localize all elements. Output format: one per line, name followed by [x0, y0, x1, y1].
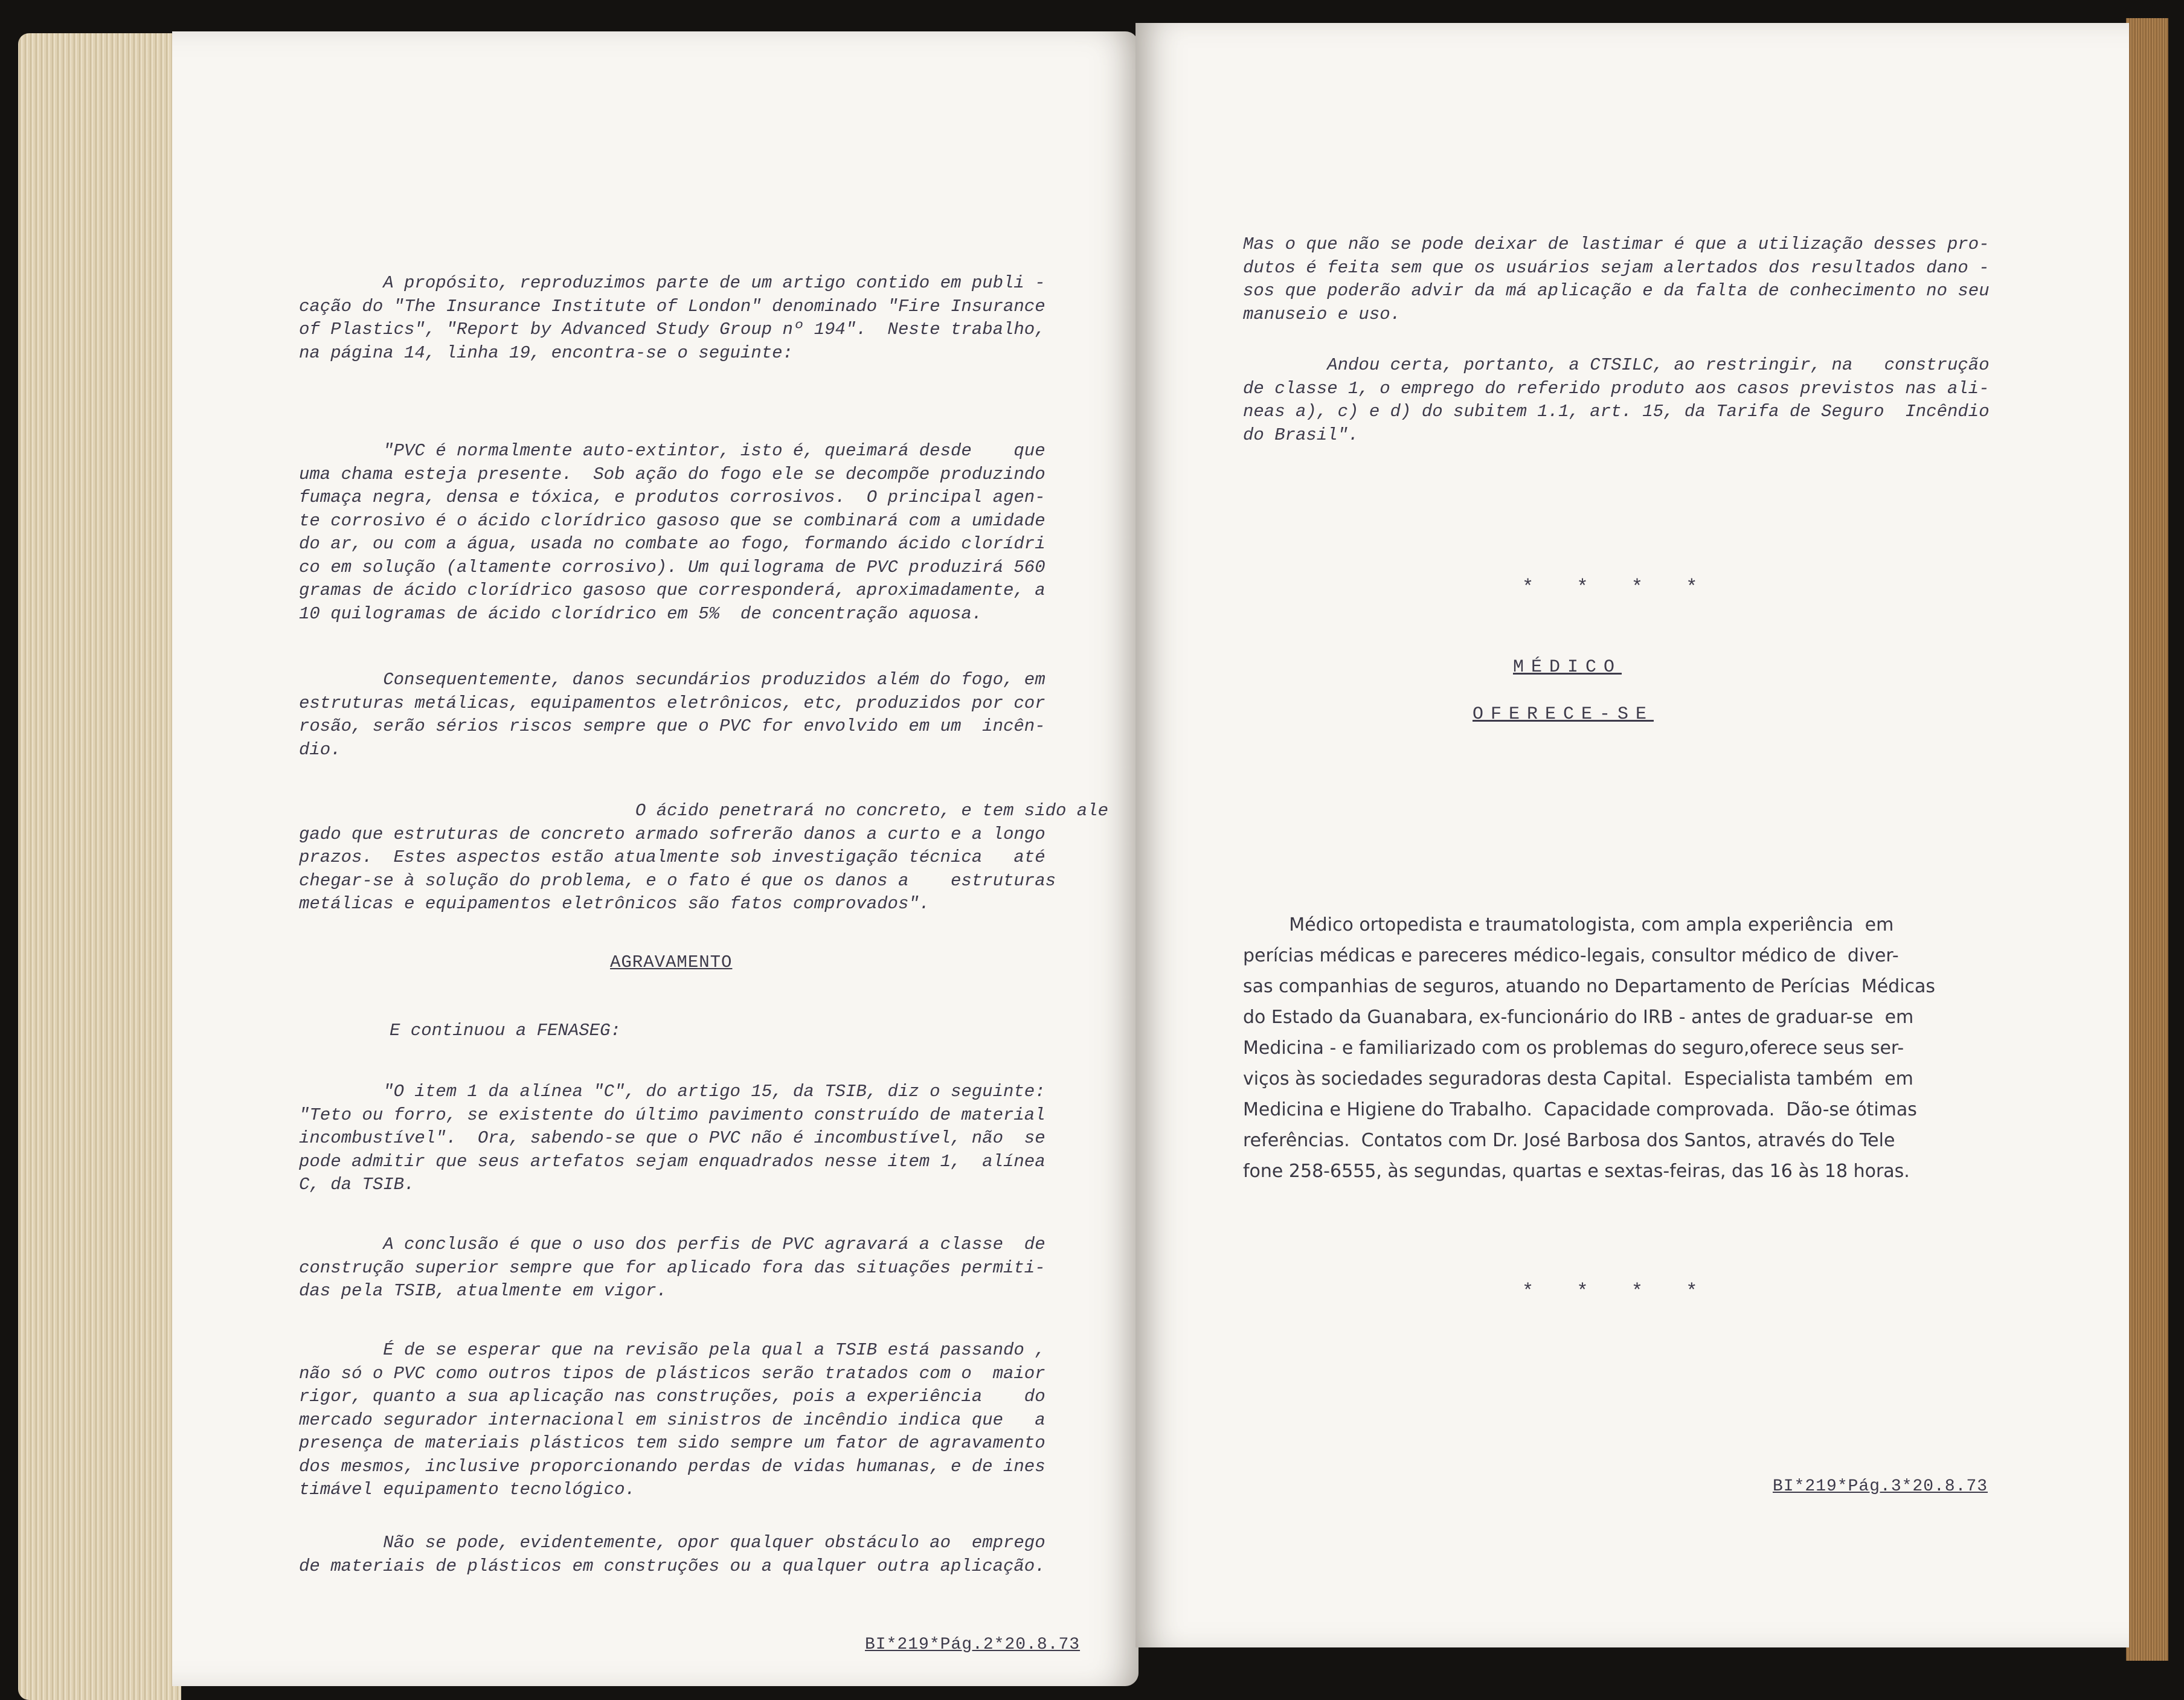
paragraph-item-1: "O item 1 da alínea "C", do artigo 15, da TSIB, diz o seguinte: "Teto ou forro, se existente do último pavimento construído de material incombustível". Ora, sabendo-se que o PVC não é incombustível, não se pode admitir que seus artefatos sejam enquadrados nesse item 1, alínea C, da TSIB.	[299, 1082, 1045, 1195]
paragraph-quote-pvc: "PVC é normalmente auto-extintor, isto é, queimará desde que uma chama esteja presente. Sob ação do fogo ele se decompõe produzindo fumaça negra, densa e tóxica, e produtos corrosivos. O principal agen- te corrosivo é o ácido clorídrico gasoso que se combinará com a umidade do ar, ou com a água, usada no combate ao fogo, formando ácido clorídri co em solução (altamente corrosivo). Um quilograma de PVC produzirá 560 gramas de ácido clorídrico gasoso que corresponderá, aproximadamente, a 10 quilogramas de ácido clorídrico em 5% de concentração aquosa.	[299, 441, 1045, 624]
ad-subtitle: OFERECE-SE	[1473, 704, 1654, 725]
paragraph-conclusion: A conclusão é que o uso dos perfis de PVC agravará a classe de construção superior sempre que for aplicado fora das situações permiti- das pela TSIB, atualmente em vigor.	[299, 1234, 1045, 1301]
paragraph-revision: É de se esperar que na revisão pela qual a TSIB está passando , não só o PVC como outros tipos de plásticos serão tratados com o maior rigor, quanto a sua aplicação nas construções, pois a experiência do mercado segurador internacional em sinistros de incêndio indica que a presença de materiais plásticos tem sido sempre um fator de agravamento dos mesmos, inclusive proporcionando perdas de vidas humanas, e de ines timável equipamento tecnológico.	[299, 1340, 1045, 1500]
paragraph-intro: A propósito, reproduzimos parte de um artigo contido em publi - cação do "The Insurance Institute of London" denominado "Fire Insurance of Plastics", "Report by Advanced Study Group nº 194". Neste trabalho, na página 14, linha 19, encontra-se o seguinte:	[299, 273, 1045, 363]
right-page	[1135, 23, 2129, 1647]
paragraph-lament: Mas o que não se pode deixar de lastimar é que a utilização desses pro- dutos é feita sem que os usuários sejam alertados dos resultados dano - sos que poderão advir da má aplicação e da falta de conhecimento no seu manuseio e uso.	[1243, 234, 1990, 324]
page-footer-left: BI*219*Pág.2*20.8.73	[865, 1635, 1081, 1654]
paragraph-consequences: Consequentemente, danos secundários produzidos além do fogo, em estruturas metálicas, equipamentos eletrônicos, etc, produzidos por cor rosão, serão sérios riscos sempre que o PVC for envolvido em um incên- dio.	[299, 670, 1045, 760]
left-page	[172, 31, 1139, 1686]
ad-body-text: Médico ortopedista e traumatologista, com ampla experiência em perícias médicas e pareceres médico-legais, consultor médico de diver- sas companhias de seguros, atuando no Departamento de Perícias Médicas do Estado da Guanabara, ex-funcionário do IRB - antes de graduar-se em Medicina - e familiarizado com os problemas do seguro,oferece seus ser- viços às sociedades seguradoras desta Capital. Especialista também em Medicina e Higiene do Trabalho. Capacidade comprovada. Dão-se ótimas referências. Contatos com Dr. José Barbosa dos Santos, através do Tele fone 258-6555, às segundas, quartas e sextas-feiras, das 16 às 18 horas.	[1243, 914, 1936, 1182]
paragraph-ctsilc: Andou certa, portanto, a CTSILC, ao restringir, na construção de classe 1, o emprego do referido produto aos casos previstos nas ali- neas a), c) e d) do subitem 1.1, art. 15, da Tarifa de Seguro Incêndio do Brasil".	[1243, 355, 1990, 445]
ad-title: MÉDICO	[1513, 657, 1622, 678]
book-page-edges-right	[2126, 18, 2168, 1661]
page-footer-right: BI*219*Pág.3*20.8.73	[1773, 1477, 1988, 1496]
book-page-edges-left	[18, 33, 181, 1700]
separator-stars-bottom: * * * *	[1522, 1280, 1713, 1303]
separator-stars-top: * * * *	[1522, 576, 1713, 598]
paragraph-concrete: O ácido penetrará no concreto, e tem sido ale gado que estruturas de concreto armado sofrerão danos a curto e a longo prazos. Estes aspectos estão atualmente sob investigação técnica até chegar-se à solução do problema, e o fato é que os danos a estruturas metálicas e equipamentos eletrônicos são fatos comprovados".	[299, 801, 1109, 914]
paragraph-final: Não se pode, evidentemente, opor qualquer obstáculo ao emprego de materiais de plásticos em construções ou a qualquer outra aplicação.	[299, 1533, 1045, 1576]
section-heading-agravamento: AGRAVAMENTO	[610, 952, 733, 972]
paragraph-fenaseg: E continuou a FENASEG:	[390, 1021, 621, 1041]
